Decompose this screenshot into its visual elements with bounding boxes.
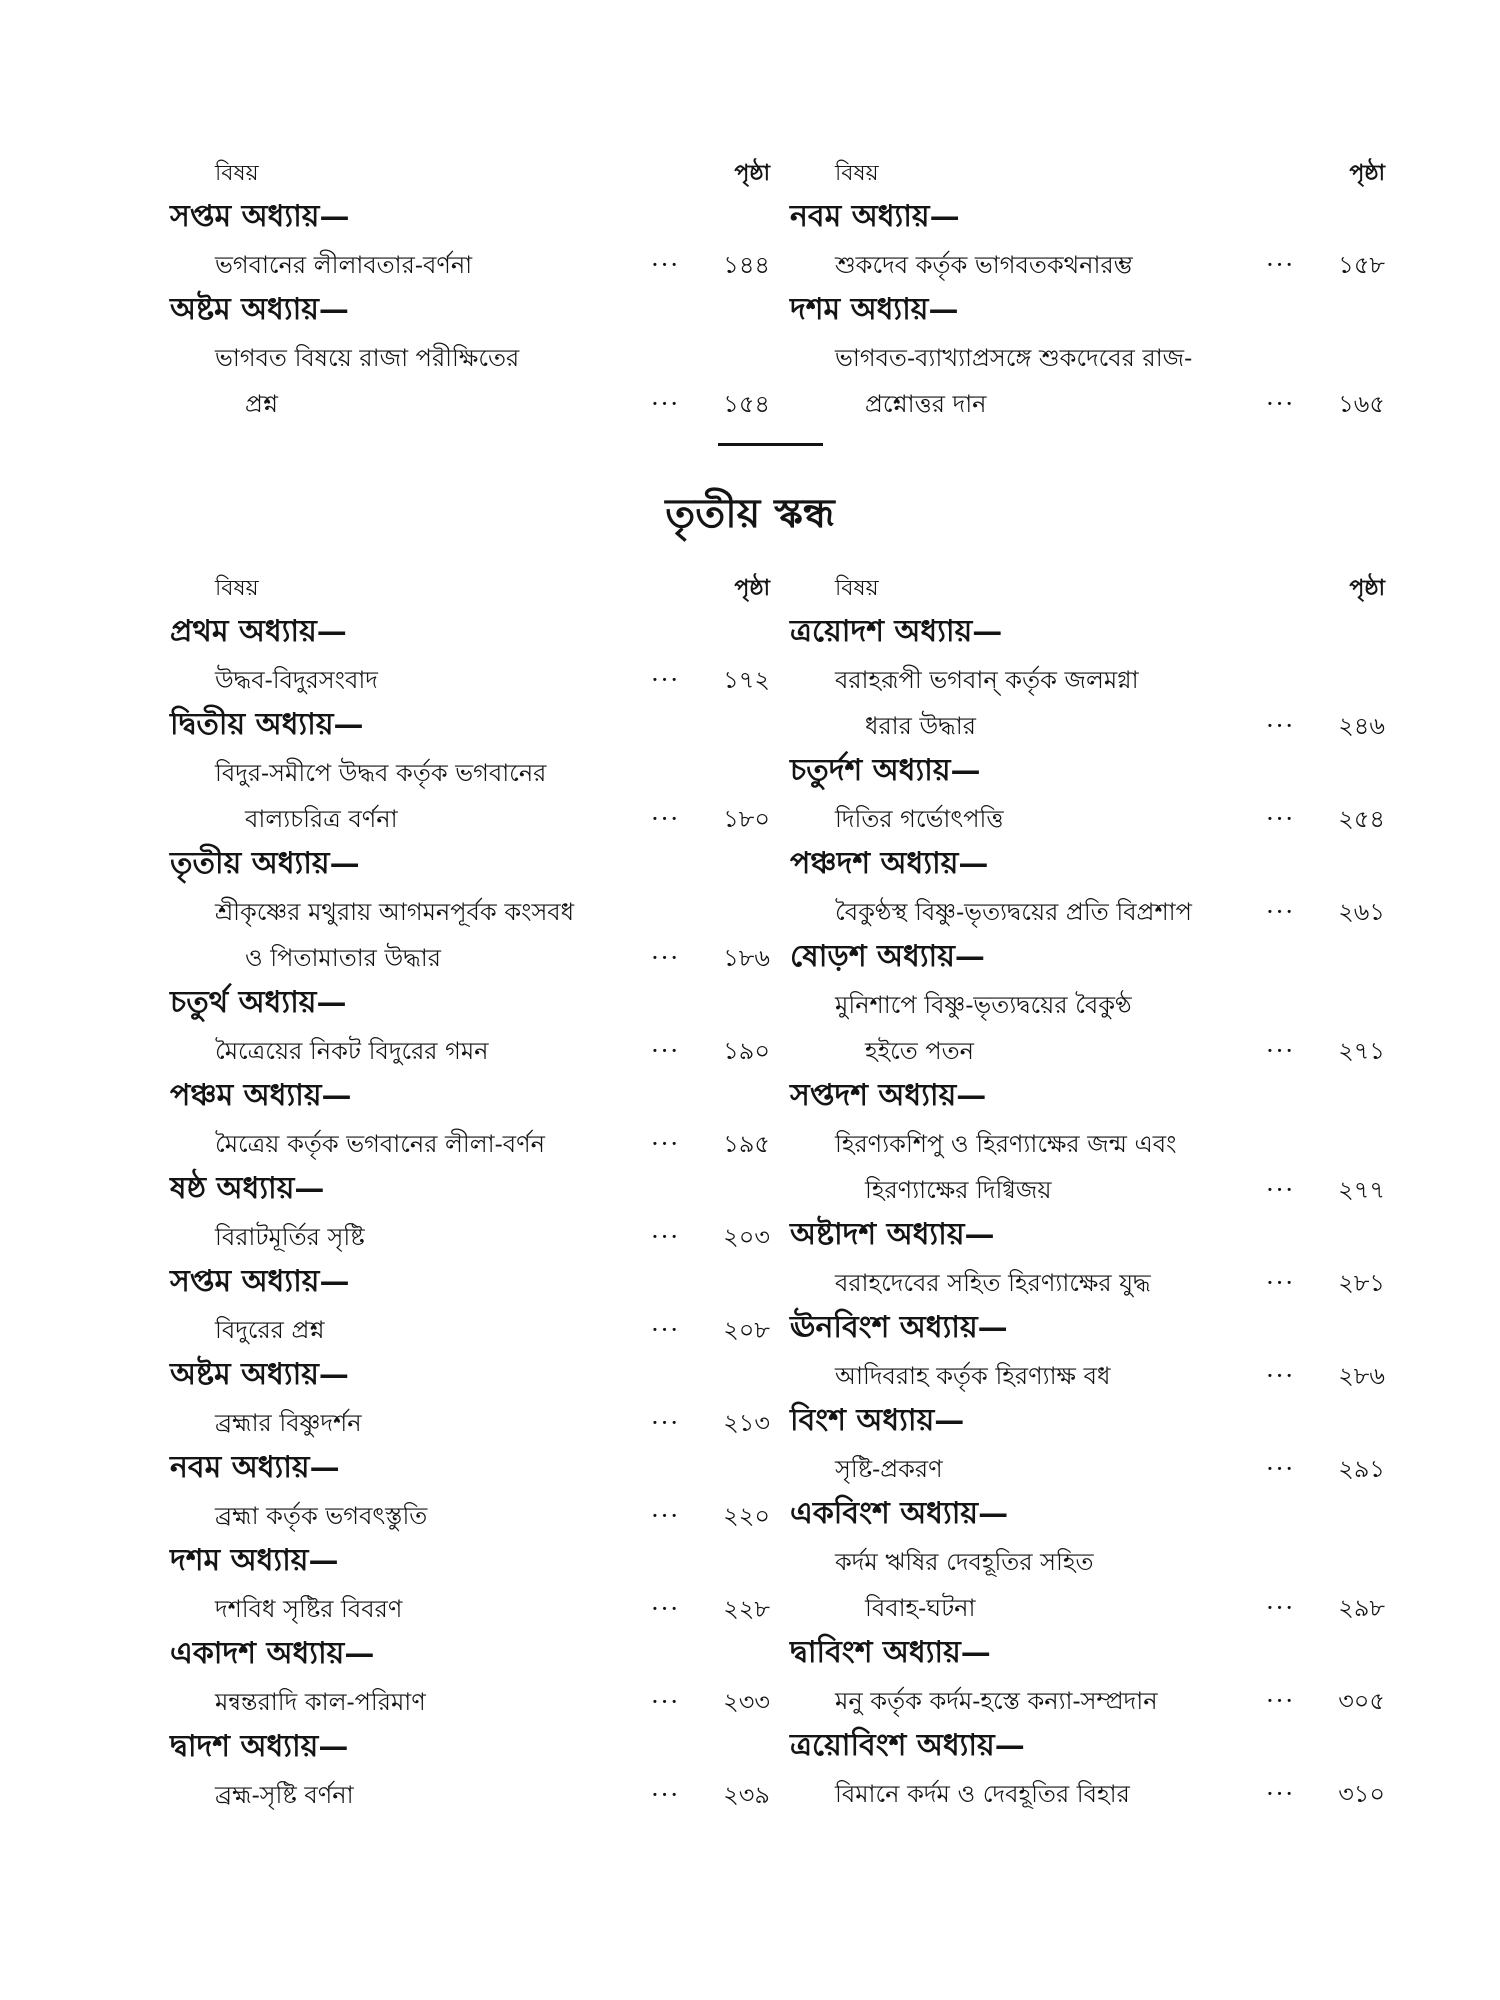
column-header (790, 565, 1385, 605)
page-number: ২৫৪ (1338, 805, 1385, 833)
entry-title-line: বিবাহ-ঘটনা (865, 1594, 976, 1622)
page-number: ২২০ (723, 1502, 770, 1530)
entry-title-line: মন্বন্তরাদি কাল-পরিমাণ (215, 1688, 426, 1716)
chapter-heading: দশম অধ্যায়— (170, 1543, 339, 1578)
column-header-page: পৃষ্ঠা (734, 160, 770, 186)
toc-entry (170, 1028, 770, 1074)
leader-dots: ··· (651, 1223, 680, 1251)
chapter-heading: ত্রয়োদশ অধ্যায়— (790, 614, 1003, 649)
toc-section-previous (170, 150, 1385, 450)
entry-title-line: ভগবানের লীলাবতার-বর্ণনা (215, 251, 473, 279)
chapter-heading: ষোড়শ অধ্যায়— (790, 939, 985, 974)
chapter-heading: ঊনবিংশ অধ্যায়— (790, 1310, 1008, 1345)
entry-title-line: মৈত্রেয় কর্তৃক ভগবানের লীলা-বর্ণন (215, 1130, 545, 1158)
chapter-heading: অষ্টাদশ অধ্যায়— (790, 1217, 995, 1252)
column-header-subject: বিষয় (835, 576, 879, 601)
toc-entry (790, 982, 1385, 1074)
column-header-subject: বিষয় (215, 576, 259, 601)
chapter-heading: ত্রয়োবিংশ অধ্যায়— (790, 1728, 1025, 1763)
chapter-heading: সপ্তম অধ্যায়— (170, 199, 350, 234)
page-number: ২৬১ (1338, 898, 1385, 926)
section-divider (718, 443, 823, 446)
toc-entry (790, 1539, 1385, 1631)
page-number: ১৯৫ (723, 1130, 770, 1158)
chapter-heading: নবম অধ্যায়— (170, 1450, 340, 1485)
leader-dots: ··· (1266, 1780, 1295, 1808)
entry-title-line: কর্দম ঋষির দেবহূতির সহিত (835, 1548, 1094, 1576)
toc-entry (170, 750, 770, 842)
leader-dots: ··· (1266, 1037, 1295, 1065)
toc-entry (170, 1214, 770, 1260)
leader-dots: ··· (1266, 1176, 1295, 1204)
entry-title-line: বাল্যচরিত্র বর্ণনা (245, 805, 398, 833)
leader-dots: ··· (651, 1781, 680, 1809)
entry-title-line: বরাহদেবের সহিত হিরণ্যাক্ষের যুদ্ধ (835, 1269, 1151, 1297)
page-number: ২১৩ (723, 1409, 770, 1437)
leader-dots: ··· (1266, 1687, 1295, 1715)
page-number: ২৭১ (1338, 1037, 1385, 1065)
toc-entry (790, 1446, 1385, 1492)
chapter-heading: দ্বিতীয় অধ্যায়— (170, 707, 364, 742)
leader-dots: ··· (651, 1595, 680, 1623)
column-header (170, 150, 770, 190)
page-number: ১৫৪ (723, 390, 770, 418)
leader-dots: ··· (651, 390, 680, 418)
entry-title-line: প্রশ্ন (245, 390, 279, 418)
toc-entry (790, 1678, 1385, 1724)
chapter-heading: বিংশ অধ্যায়— (790, 1403, 965, 1438)
leader-dots: ··· (651, 1130, 680, 1158)
entry-title-line: দশবিধ সৃষ্টির বিবরণ (215, 1595, 403, 1623)
leader-dots: ··· (1266, 898, 1295, 926)
chapter-heading: একবিংশ অধ্যায়— (790, 1496, 1009, 1531)
chapter-heading: দ্বাদশ অধ্যায়— (170, 1729, 349, 1764)
page-number: ২৪৬ (1338, 712, 1385, 740)
leader-dots: ··· (1266, 805, 1295, 833)
toc-entry (790, 1353, 1385, 1399)
leader-dots: ··· (1266, 1269, 1295, 1297)
chapter-heading: দশম অধ্যায়— (790, 292, 959, 327)
toc-entry (170, 889, 770, 981)
chapter-heading: নবম অধ্যায়— (790, 199, 960, 234)
page-number: ৩১০ (1338, 1780, 1385, 1808)
entry-title-line: প্রশ্নোত্তর দান (865, 390, 987, 418)
toc-section-main (170, 565, 1385, 1815)
chapter-heading: সপ্তদশ অধ্যায়— (790, 1078, 987, 1113)
page-number: ১৫৮ (1338, 251, 1385, 279)
toc-entry (170, 1400, 770, 1446)
entry-title-line: হিরণ্যকশিপু ও হিরণ্যাক্ষের জন্ম এবং (835, 1130, 1177, 1158)
entry-title-line: বিদুর-সমীপে উদ্ধব কর্তৃক ভগবানের (215, 759, 547, 787)
page-number: ১৯০ (723, 1037, 770, 1065)
column-header-page: পৃষ্ঠা (1349, 575, 1385, 601)
entry-title-line: বিরাটমূর্তির সৃষ্টি (215, 1223, 365, 1251)
entry-title-line: ধরার উদ্ধার (865, 712, 976, 740)
entry-title-line: ব্রহ্ম-সৃষ্টি বর্ণনা (215, 1781, 354, 1809)
toc-entry (170, 1772, 770, 1818)
leader-dots: ··· (1266, 1362, 1295, 1390)
leader-dots: ··· (651, 1316, 680, 1344)
page-number: ১৪৪ (723, 251, 770, 279)
toc-entry (170, 1493, 770, 1539)
leader-dots: ··· (1266, 712, 1295, 740)
entry-title-line: বিমানে কর্দম ও দেবহূতির বিহার (835, 1780, 1130, 1808)
entry-title-line: হইতে পতন (865, 1037, 974, 1065)
column-header-subject: বিষয় (835, 161, 879, 186)
page-number: ২৯৮ (1338, 1594, 1385, 1622)
entry-title-line: ও পিতামাতার উদ্ধার (245, 944, 441, 972)
entry-title-line: ভাগবত-ব্যাখ্যাপ্রসঙ্গে শুকদেবের রাজ- (835, 344, 1193, 372)
entry-title-line: শুকদেব কর্তৃক ভাগবতকথনারম্ভ (835, 251, 1133, 279)
page-number: ২৮৬ (1338, 1362, 1385, 1390)
toc-entry (170, 242, 770, 288)
toc-entry (790, 1121, 1385, 1213)
page-number: ২২৮ (723, 1595, 770, 1623)
toc-entry (790, 796, 1385, 842)
toc-entry (790, 242, 1385, 288)
entry-title-line: শ্রীকৃষ্ণের মথুরায় আগমনপূর্বক কংসবধ (215, 898, 575, 926)
page-number: ১৬৫ (1338, 390, 1385, 418)
page-number: ২৮১ (1338, 1269, 1385, 1297)
leader-dots: ··· (1266, 1594, 1295, 1622)
entry-title-line: সৃষ্টি-প্রকরণ (835, 1455, 943, 1483)
leader-dots: ··· (651, 944, 680, 972)
column-header-subject: বিষয় (215, 161, 259, 186)
chapter-heading: অষ্টম অধ্যায়— (170, 1357, 349, 1392)
toc-entry (790, 657, 1385, 749)
leader-dots: ··· (651, 1037, 680, 1065)
leader-dots: ··· (651, 1688, 680, 1716)
chapter-heading: সপ্তম অধ্যায়— (170, 1264, 350, 1299)
page-number: ৩০৫ (1338, 1687, 1385, 1715)
page-number: ২৩৯ (723, 1781, 770, 1809)
toc-entry (170, 1307, 770, 1353)
leader-dots: ··· (1266, 390, 1295, 418)
chapter-heading: পঞ্চম অধ্যায়— (170, 1078, 352, 1113)
entry-title-line: ভাগবত বিষয়ে রাজা পরীক্ষিতের (215, 344, 520, 372)
toc-entry (790, 1260, 1385, 1306)
entry-title-line: হিরণ্যাক্ষের দিগ্বিজয় (865, 1176, 1052, 1204)
chapter-heading: চতুর্দশ অধ্যায়— (790, 753, 981, 788)
skandha-title: তৃতীয় স্কন্ধ (665, 490, 835, 537)
column-header (170, 565, 770, 605)
column-header-page: পৃষ্ঠা (1349, 160, 1385, 186)
entry-title-line: মুনিশাপে বিষ্ণু-ভৃত্যদ্বয়ের বৈকুণ্ঠ (835, 991, 1132, 1019)
page-number: ১৮০ (723, 805, 770, 833)
entry-title-line: ব্রহ্মার বিষ্ণুদর্শন (215, 1409, 362, 1437)
leader-dots: ··· (1266, 1455, 1295, 1483)
toc-entry (170, 1121, 770, 1167)
chapter-heading: ষষ্ঠ অধ্যায়— (170, 1171, 325, 1206)
page-number: ১৭২ (723, 666, 770, 694)
column-header (790, 150, 1385, 190)
toc-entry (790, 889, 1385, 935)
page-number: ২০৮ (723, 1316, 770, 1344)
leader-dots: ··· (651, 251, 680, 279)
page-number: ১৮৬ (723, 944, 770, 972)
toc-entry (170, 657, 770, 703)
toc-entry (790, 335, 1385, 427)
leader-dots: ··· (1266, 251, 1295, 279)
leader-dots: ··· (651, 666, 680, 694)
toc-entry (170, 1586, 770, 1632)
leader-dots: ··· (651, 1409, 680, 1437)
chapter-heading: একাদশ অধ্যায়— (170, 1636, 375, 1671)
page-number: ২৯১ (1338, 1455, 1385, 1483)
entry-title-line: ব্রহ্মা কর্তৃক ভগবৎস্তুতি (215, 1502, 428, 1530)
chapter-heading: পঞ্চদশ অধ্যায়— (790, 846, 989, 881)
chapter-heading: তৃতীয় অধ্যায়— (170, 846, 360, 881)
chapter-heading: চতুর্থ অধ্যায়— (170, 985, 347, 1020)
column-header-page: পৃষ্ঠা (734, 575, 770, 601)
page-number: ২০৩ (723, 1223, 770, 1251)
entry-title-line: মনু কর্তৃক কর্দম-হস্তে কন্যা-সম্প্রদান (835, 1687, 1158, 1715)
page-number: ২৩৩ (723, 1688, 770, 1716)
leader-dots: ··· (651, 1502, 680, 1530)
entry-title-line: বরাহরূপী ভগবান্ কর্তৃক জলমগ্না (835, 666, 1139, 694)
page-number: ২৭৭ (1338, 1176, 1385, 1204)
toc-entry (170, 335, 770, 427)
entry-title-line: উদ্ধব-বিদুরসংবাদ (215, 666, 378, 694)
toc-entry (790, 1771, 1385, 1817)
entry-title-line: দিতির গর্ভোৎপত্তি (835, 805, 1004, 833)
entry-title-line: বৈকুণ্ঠস্থ বিষ্ণু-ভৃত্যদ্বয়ের প্রতি বিপ্রশাপ (835, 898, 1192, 926)
chapter-heading: প্রথম অধ্যায়— (170, 614, 347, 649)
entry-title-line: আদিবরাহ কর্তৃক হিরণ্যাক্ষ বধ (835, 1362, 1111, 1390)
chapter-heading: অষ্টম অধ্যায়— (170, 292, 349, 327)
toc-entry (170, 1679, 770, 1725)
leader-dots: ··· (651, 805, 680, 833)
chapter-heading: দ্বাবিংশ অধ্যায়— (790, 1635, 991, 1670)
entry-title-line: মৈত্রেয়ের নিকট বিদুরের গমন (215, 1037, 489, 1065)
entry-title-line: বিদুরের প্রশ্ন (215, 1316, 325, 1344)
